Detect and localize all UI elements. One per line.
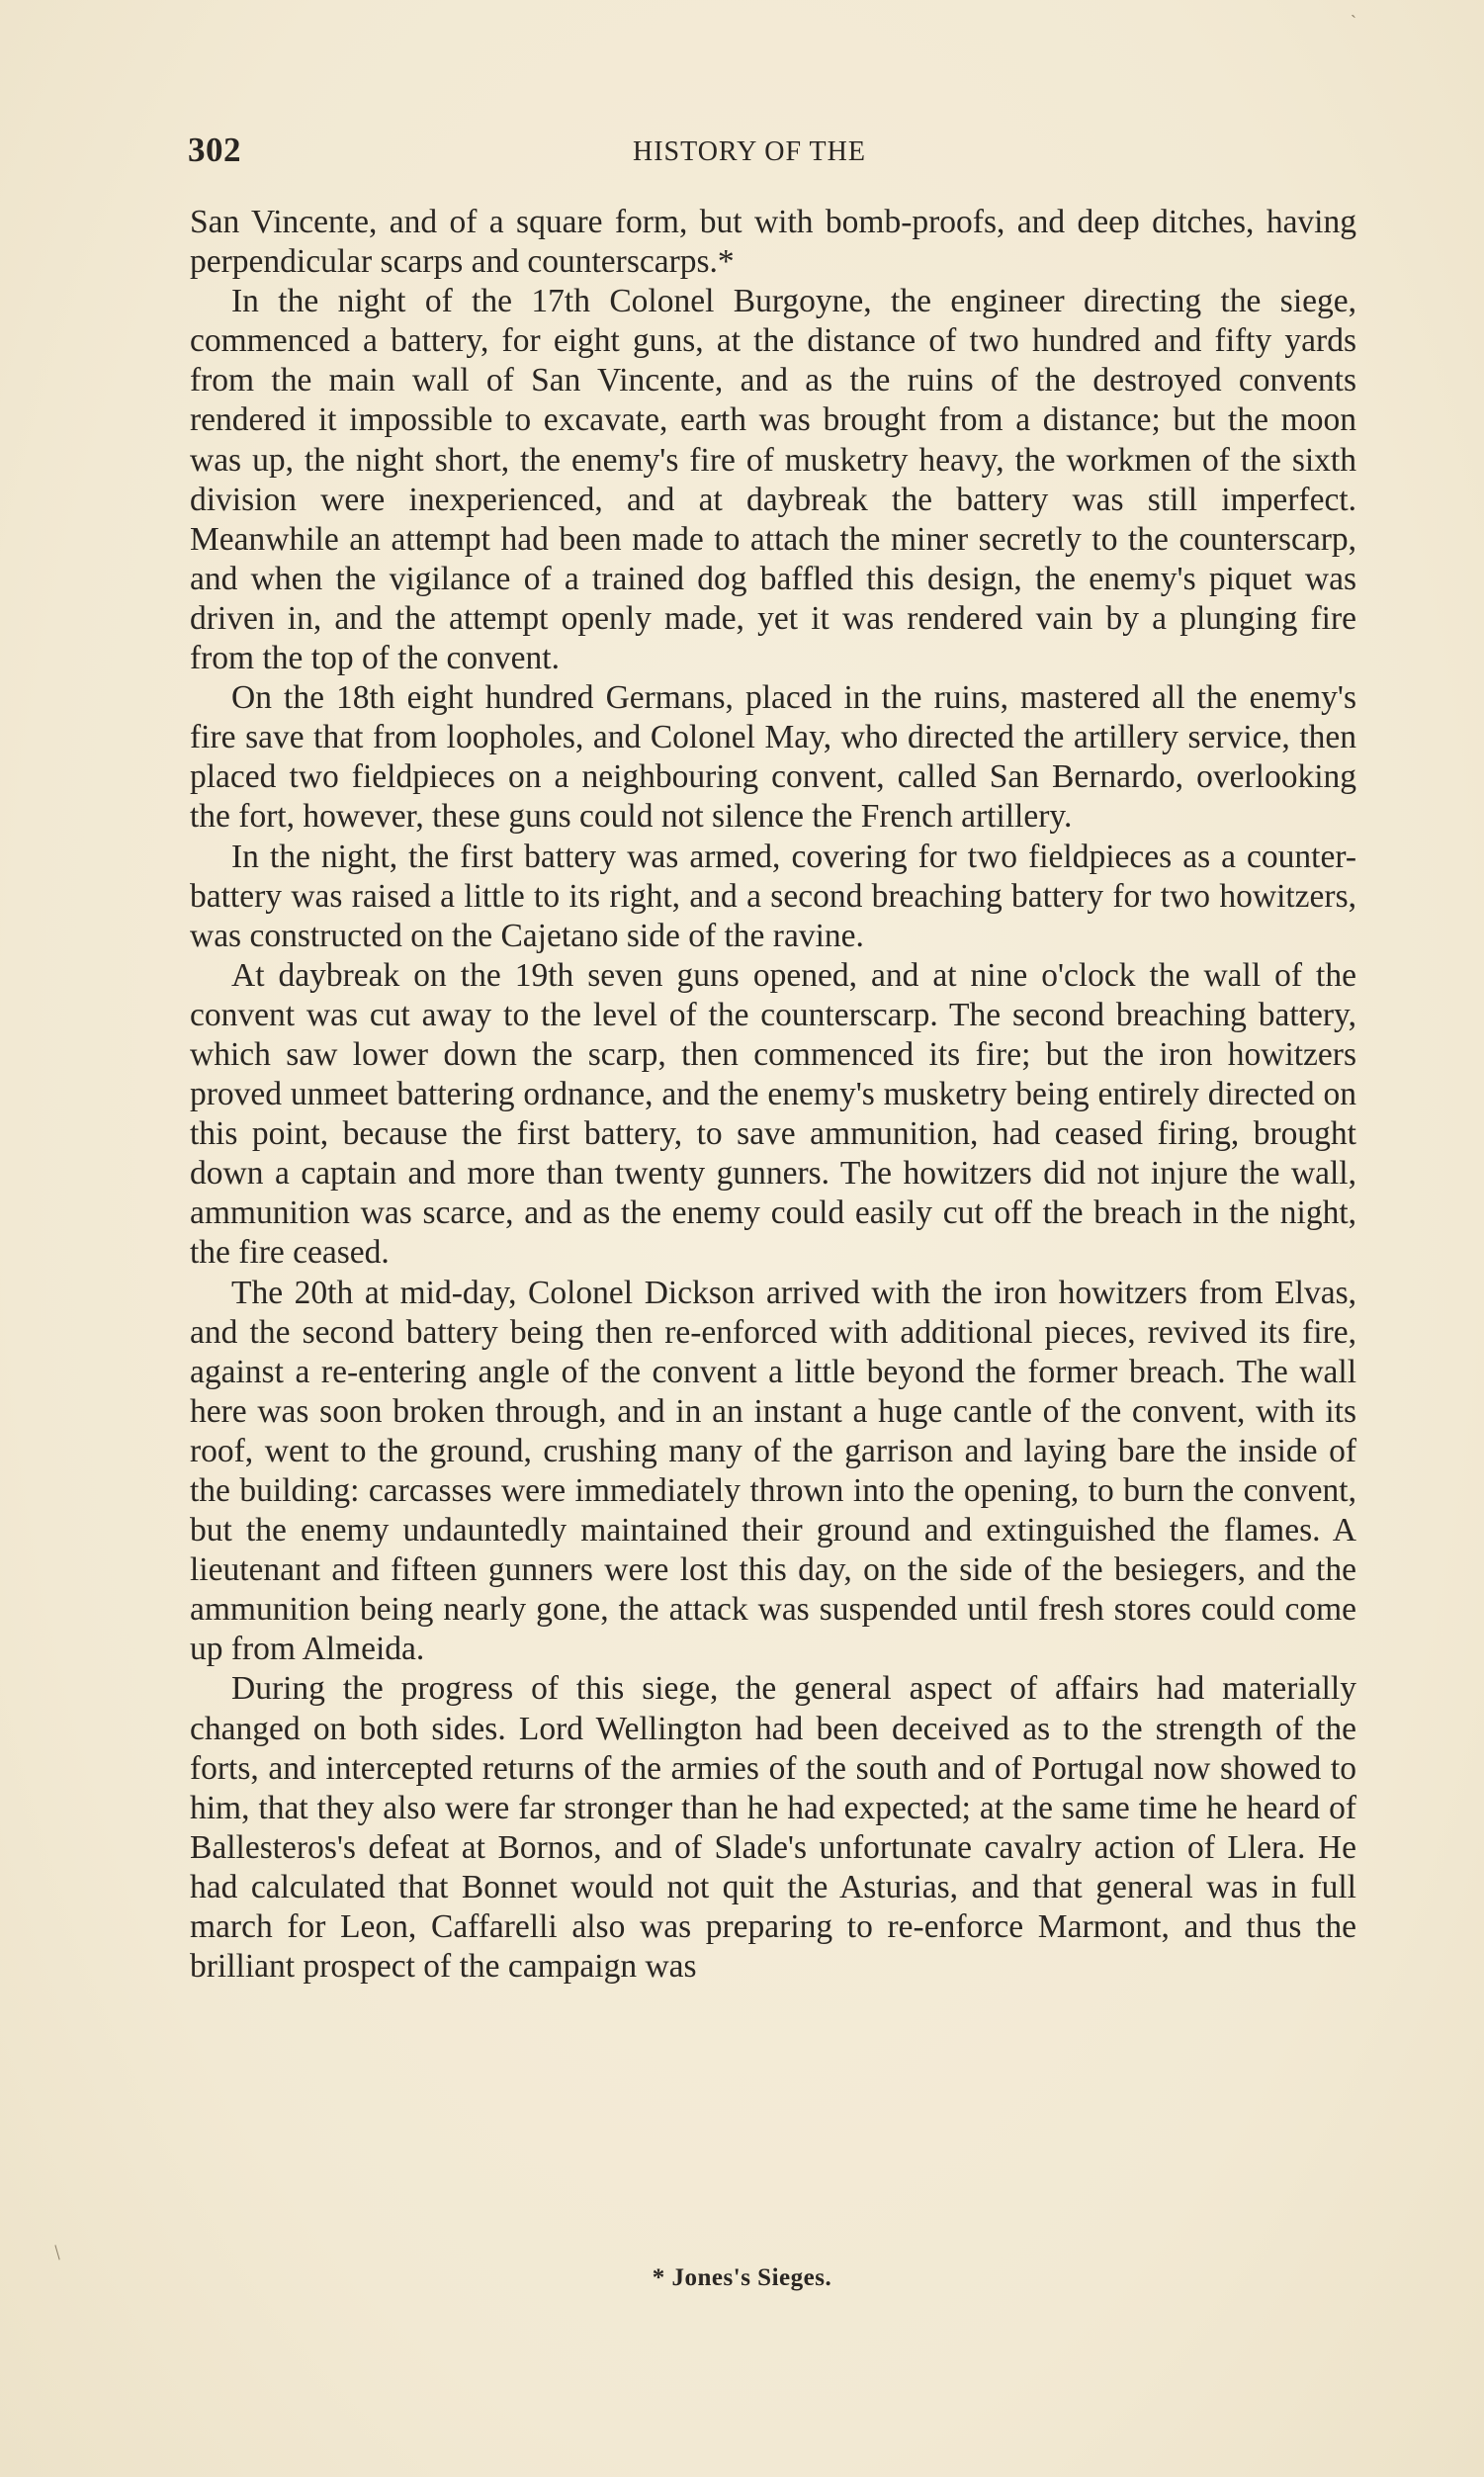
paragraph: In the night of the 17th Colonel Burgoyne, the engineer directing the siege, commenced a battery, for eight guns, at the distance of two hundred and fifty yards from the main wall of San Vincente, and as the ruins of the destroyed convents rendered it impossible to excavate, earth was brought from a distance; but the moon was up, the night short, the enemy's fire of musketry heavy, the workmen of the sixth division were inexperienced, and at daybreak the battery was still imperfect. Meanwhile an attempt had been made to attach the miner secretly to the counterscarp, and when the vigilance of a trained dog baffled this design, the enemy's piquet was driven in, and the attempt openly made, yet it was rendered vain by a plunging fire from the top of the convent. <box>190 283 1356 677</box>
running-title: HISTORY OF THE <box>633 136 866 167</box>
margin-mark: / <box>47 2240 67 2264</box>
paragraph: During the progress of this siege, the general aspect of affairs had materially changed on both sides. Lord Wellington had been deceived as to the strength of the forts, and intercepted returns of the armies of the south and of Portugal now showed to him, that they also were far stronger than he had expected; at the same time he heard of Ballesteros's defeat at Bornos, and of Slade's unfortunate cavalry action of Llera. He had calculated that Bonnet would not quit the Asturias, and that general was in full march for Leon, Caffarelli also was preparing to re-enforce Marmont, and thus the brilliant prospect of the campaign was <box>190 1670 1356 1986</box>
body-text <box>190 203 1356 1987</box>
footnote: * Jones's Sieges. <box>652 2264 832 2291</box>
paragraph: At daybreak on the 19th seven guns opened, and at nine o'clock the wall of the convent was cut away to the level of the counterscarp. The second breaching battery, which saw lower down the scarp, then commenced its fire; but the iron howitzers proved unmeet battering ordnance, and the enemy's musketry being entirely directed on this point, because the first battery, to save ammunition, had ceased firing, brought down a captain and more than twenty gunners. The howitzers did not injure the wall, ammunition was scarce, and as the enemy could easily cut off the breach in the night, the fire ceased. <box>190 956 1356 1272</box>
corner-mark: ` <box>1351 12 1356 32</box>
page-header <box>188 131 1354 180</box>
page-number: 302 <box>188 131 241 169</box>
paragraph: San Vincente, and of a square form, but with bomb-proofs, and deep ditches, having perpendicular scarps and counterscarps.* <box>190 204 1356 281</box>
paragraph: The 20th at mid-day, Colonel Dickson arrived with the iron howitzers from Elvas, and the second battery being then re-enforced with additional pieces, revived its fire, against a re-entering angle of the convent a little beyond the former breach. The wall here was soon broken through, and in an instant a huge cantle of the convent, with its roof, went to the ground, crushing many of the garrison and laying bare the inside of the building: carcasses were immediately thrown into the opening, to burn the convent, but the enemy undauntedly maintained their ground and extinguished the flames. A lieutenant and fifteen gunners were lost this day, on the side of the besiegers, and the ammunition being nearly gone, the attack was suspended until fresh stores could come up from Almeida. <box>190 1274 1356 1668</box>
paragraph: On the 18th eight hundred Germans, placed in the ruins, mastered all the enemy's fire save that from loopholes, and Colonel May, who directed the artillery service, then placed two fieldpieces on a neighbouring convent, called San Bernardo, overlooking the fort, however, these guns could not silence the French artillery. <box>190 679 1356 836</box>
paragraph: In the night, the first battery was armed, covering for two fieldpieces as a counter-battery was raised a little to its right, and a second breaching battery for two howitzers, was constructed on the Cajetano side of the ravine. <box>190 838 1356 954</box>
